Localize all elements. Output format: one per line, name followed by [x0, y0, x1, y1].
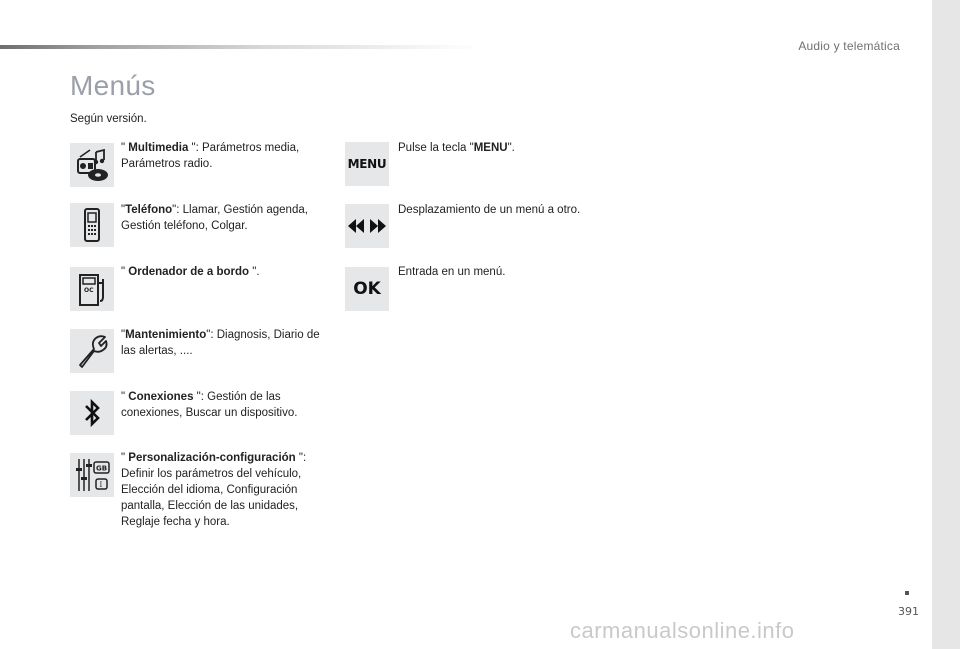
settings-sliders-icon — [70, 453, 114, 497]
menu-key-label: MENU — [347, 157, 387, 171]
multimedia-icon — [70, 143, 114, 187]
item-description: ": Diagnosis, Diario de las alertas, .... — [121, 329, 320, 357]
menu-item-personalizacion — [121, 450, 331, 530]
right-margin-strip — [932, 0, 960, 649]
computer-icon-label: OC — [84, 287, 94, 294]
menu-item-conexiones — [121, 389, 331, 421]
item-prefix: " — [121, 329, 126, 341]
wrench-icon — [70, 329, 114, 373]
key-text: Desplazamiento de un menú a otro. — [398, 204, 581, 216]
key-text: Entrada en un menú. — [398, 266, 506, 278]
item-prefix: " — [121, 266, 129, 278]
item-description: ": Parámetros media, Parámetros radio. — [121, 142, 300, 170]
menu-item-ordenador — [121, 264, 331, 280]
key-text-end: ". — [507, 142, 515, 154]
version-note: Según versión. — [70, 113, 147, 125]
trip-computer-icon — [70, 267, 114, 311]
item-prefix: " — [121, 142, 129, 154]
page-title: Menús — [70, 70, 156, 101]
item-prefix: " — [121, 452, 129, 464]
item-description: ": Definir los parámetros del vehículo, Elección del idioma, Configuración pantalla, Elección de las unidades, Reglaje fecha y hora. — [121, 452, 307, 528]
ok-key-label: OK — [353, 279, 381, 299]
item-label: Conexiones — [128, 391, 194, 403]
key-text-bold: MENU — [473, 142, 508, 154]
language-icon-label: GB — [96, 464, 108, 473]
ok-key-icon — [345, 267, 389, 311]
info-icon-label: I — [99, 481, 103, 489]
menu-item-telefono — [121, 202, 331, 234]
menu-item-mantenimiento — [121, 327, 331, 359]
item-prefix: " — [121, 391, 129, 403]
key-description-menu — [398, 140, 638, 156]
item-label: Multimedia — [128, 142, 189, 154]
item-prefix: " — [121, 204, 126, 216]
key-description-arrows — [398, 202, 638, 218]
menu-key-icon — [345, 142, 389, 186]
item-label: Teléfono — [125, 204, 173, 216]
item-description: ": Llamar, Gestión agenda, Gestión teléfono, Colgar. — [121, 204, 308, 232]
item-label: Mantenimiento — [125, 329, 207, 341]
key-description-ok — [398, 264, 638, 280]
phone-icon — [70, 203, 114, 247]
item-description: ": Gestión de las conexiones, Buscar un dispositivo. — [121, 391, 298, 419]
section-title: Audio y telemática — [798, 39, 900, 53]
item-label: Personalización-configuración — [128, 452, 296, 464]
page-number: 391 — [898, 605, 919, 618]
item-label: Ordenador de a bordo — [128, 266, 250, 278]
key-text: Pulse la tecla " — [398, 142, 474, 154]
arrows-key-icon — [345, 204, 389, 248]
page-marker — [905, 591, 909, 595]
item-description: ". — [249, 266, 260, 278]
header-rule — [0, 45, 480, 49]
watermark: carmanualsonline.info — [570, 618, 795, 643]
bluetooth-icon — [70, 391, 114, 435]
menu-item-multimedia — [121, 140, 331, 172]
